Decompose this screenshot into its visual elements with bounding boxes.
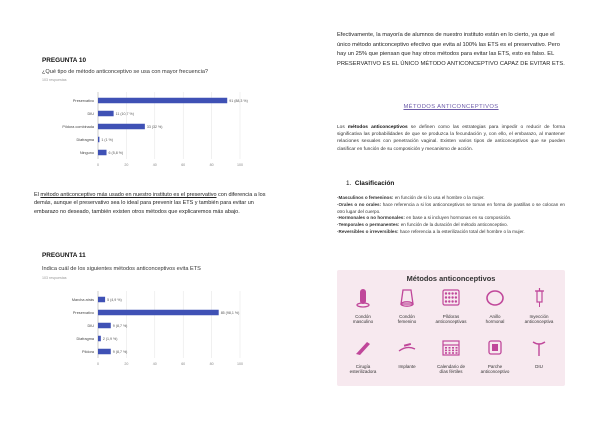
category-label: Diafragma bbox=[76, 137, 94, 142]
q10-bar-chart bbox=[42, 90, 272, 170]
data-label: 5 (4,9 %) bbox=[107, 297, 122, 302]
category-label: DIU bbox=[87, 323, 94, 328]
left-paragraph bbox=[34, 191, 274, 216]
category-label: Ninguno bbox=[79, 150, 94, 155]
x-tick-label: 20 bbox=[124, 163, 129, 167]
category-label: Píldora bbox=[81, 349, 94, 354]
classification-item-term: ·Masculinos o femeninos: bbox=[337, 195, 394, 200]
category-label: Píldora combinada bbox=[62, 124, 94, 129]
category-label: Preservativo bbox=[72, 98, 94, 103]
infographic-item-label bbox=[431, 314, 471, 324]
infographic-item-label bbox=[343, 364, 383, 374]
category-label: Diafragma bbox=[76, 336, 94, 341]
infographic-label-line2: anticonceptivo bbox=[480, 369, 510, 375]
x-tick-label: 0 bbox=[97, 163, 99, 167]
definition-paragraph bbox=[337, 124, 565, 153]
x-tick-label: 80 bbox=[209, 163, 214, 167]
section-title-link[interactable]: MÉTODOS ANTICONCEPTIVOS bbox=[403, 104, 499, 110]
patch-icon bbox=[482, 336, 508, 358]
male-condom-icon bbox=[350, 286, 376, 308]
infographic-label-line1: Inyección bbox=[529, 314, 549, 319]
bar bbox=[98, 310, 219, 316]
classification-item-term: ·Reversibles o irreversibles: bbox=[337, 228, 399, 234]
x-tick-label: 100 bbox=[237, 163, 243, 167]
infographic-item-label bbox=[387, 364, 427, 369]
infographic-item bbox=[387, 336, 427, 369]
x-tick-label: 40 bbox=[152, 163, 157, 167]
classification-item bbox=[337, 195, 565, 202]
q10-heading: PREGUNTA 10 bbox=[42, 57, 87, 64]
infographic-item-label bbox=[475, 364, 515, 374]
infographic-label-line2: días fértiles bbox=[439, 369, 463, 375]
infographic-item-label bbox=[519, 364, 559, 369]
left-paragraph-rest: con diferencia a los demás, aunque el preservativo sea lo ideal para prevenir las ETS y también para evitar un embarazo no deseado, también existen otros métodos que explicaremos más abajo. bbox=[34, 192, 266, 215]
infographic-label-line1: Implante bbox=[398, 364, 416, 369]
infographic-item-label bbox=[519, 314, 559, 324]
x-tick-label: 80 bbox=[209, 362, 214, 366]
infographic-label-line1: Condón bbox=[355, 314, 371, 319]
data-label: 85 (98,1 %) bbox=[220, 310, 240, 315]
scalpel-icon bbox=[350, 336, 376, 358]
infographic-label-line1: Calendario de bbox=[436, 364, 466, 369]
classification-item bbox=[337, 202, 565, 216]
calendar-icon bbox=[438, 336, 464, 358]
ring-icon bbox=[482, 286, 508, 308]
classification-number: 1. bbox=[346, 180, 352, 187]
data-label: 11 (10,7 %) bbox=[115, 111, 134, 116]
q11-heading: PREGUNTA 11 bbox=[42, 252, 86, 259]
x-tick-label: 60 bbox=[181, 362, 186, 366]
infographic-label-line1: Píldoras bbox=[442, 314, 460, 319]
left-paragraph-lead: El bbox=[34, 192, 41, 198]
right-intro bbox=[337, 31, 565, 69]
data-label: 1 (1 %) bbox=[101, 137, 114, 142]
data-label: 9 (8,7 %) bbox=[112, 323, 128, 328]
data-label: 6 (5,8 %) bbox=[108, 150, 124, 155]
x-tick-label: 0 bbox=[97, 362, 99, 366]
infographic-item bbox=[431, 336, 471, 374]
infographic-item bbox=[475, 336, 515, 374]
infographic-label-line1: Parche bbox=[487, 364, 503, 369]
classification-item-text: hace referencia a si los anticonceptivos se toman en forma de pastillas o se colocan en otro lugar del cuerpo. bbox=[337, 201, 565, 214]
infographic-label-line1: DIU bbox=[535, 364, 543, 369]
classification-item-term: ·Hormonales o no hormonales: bbox=[337, 215, 405, 221]
pill-pack-icon bbox=[438, 286, 464, 308]
q11-responses: 103 respuestas bbox=[42, 276, 67, 280]
right-intro-upper: EL PRESERVATIVO ES EL ÚNICO MÉTODO ANTICONCEPTIVO CAPAZ DE EVITAR ETS. bbox=[337, 51, 565, 67]
x-tick-label: 60 bbox=[181, 163, 186, 167]
bar bbox=[98, 297, 105, 303]
infographic-label-line2: femenino bbox=[397, 319, 417, 325]
data-label: 33 (32 %) bbox=[146, 124, 163, 129]
classification-item bbox=[337, 222, 565, 229]
methods-infographic bbox=[337, 270, 565, 386]
infographic-item bbox=[343, 286, 383, 324]
iud-icon bbox=[526, 336, 552, 358]
category-label: Marcha atrás bbox=[71, 297, 94, 302]
classification-item-text: en función de si lo usa el hombre o la mujer. bbox=[393, 195, 485, 200]
definition-rest: se definen como las estrategias para impedir o reducir de forma significativa las probabilidades de que se produzca la fecundación y, con ello, el embarazo, al mantener relaciones sexuales con penetración vaginal. Existen varios tipos de anticonceptivos que se pueden clasificar en función de su composición y mecanismo de acción. bbox=[337, 125, 566, 152]
data-label: 2 (1,9 %) bbox=[102, 336, 118, 341]
infographic-item bbox=[431, 286, 471, 324]
bar bbox=[98, 124, 145, 130]
bar bbox=[98, 111, 114, 117]
infographic-label-line2: esterilizadora bbox=[349, 369, 377, 375]
classification-item-term: ·Orales o no orales: bbox=[337, 201, 382, 207]
infographic-label-line1: Anillo bbox=[489, 314, 501, 319]
infographic-label-line1: Condón bbox=[399, 314, 415, 319]
classification-item-text: en base a si incluyen hormonas en su composición. bbox=[404, 215, 512, 221]
classification-list bbox=[337, 195, 565, 236]
classification-item bbox=[337, 215, 565, 222]
bar bbox=[98, 150, 107, 156]
bar bbox=[98, 98, 227, 104]
category-label: DIU bbox=[87, 111, 94, 116]
infographic-item bbox=[519, 336, 559, 369]
data-label: 9 (8,7 %) bbox=[112, 349, 128, 354]
infographic-item-label bbox=[387, 314, 427, 324]
implant-icon bbox=[394, 336, 420, 358]
definition-bold: métodos anticonceptivos bbox=[347, 125, 408, 130]
data-label: 91 (88,3 %) bbox=[229, 98, 248, 103]
classification-item-term: ·Temporales o permanentes: bbox=[337, 222, 400, 228]
syringe-icon bbox=[526, 286, 552, 308]
definition-lead: Los bbox=[337, 125, 348, 130]
q11-question: Indica cuál de los siguientes métodos anticonceptivos evita ETS bbox=[42, 266, 201, 272]
female-condom-icon bbox=[394, 286, 420, 308]
infographic-item-label bbox=[343, 314, 383, 324]
classification-item bbox=[337, 229, 565, 236]
infographic-item-label bbox=[431, 364, 471, 374]
classification-item-text: hace referencia a la esterilización total del hombre o la mujer. bbox=[398, 228, 525, 234]
infographic-title: Métodos anticonceptivos bbox=[406, 274, 496, 283]
infographic-item bbox=[519, 286, 559, 324]
infographic-label-line2: masculino bbox=[352, 319, 374, 325]
bar bbox=[98, 137, 99, 143]
q10-responses: 103 respuestas bbox=[42, 78, 67, 82]
infographic-label-line2: anticonceptivas bbox=[435, 319, 467, 325]
bar bbox=[98, 336, 101, 342]
classification-heading bbox=[346, 180, 394, 187]
x-tick-label: 100 bbox=[237, 362, 243, 366]
infographic-label-line1: Cirugía bbox=[355, 364, 371, 369]
right-intro-text: Efectivamente, la mayoría de alumnos de nuestro instituto están en lo cierto, ya que el único método anticonceptivo efectivo que evita al 100% las ETS es el preservativo. Pero hay un 25% que piensan que hay otros métodos para evitar las ETS, esto es falso. bbox=[337, 32, 560, 58]
infographic-item-label bbox=[475, 314, 515, 324]
category-label: Preservativo bbox=[72, 310, 94, 315]
infographic-label-line2: hormonal bbox=[485, 319, 505, 325]
left-paragraph-underlined: método anticonceptivo más usado en nuestro instituto es el preservativo bbox=[40, 192, 217, 198]
x-tick-label: 40 bbox=[152, 362, 157, 366]
infographic-label-line2: anticonceptiva bbox=[524, 319, 554, 325]
infographic-item bbox=[343, 336, 383, 374]
x-tick-label: 20 bbox=[124, 362, 129, 366]
classification-title: Clasificación bbox=[354, 180, 395, 187]
q11-bar-chart bbox=[42, 289, 272, 369]
classification-item-text: en función de la duración del método anticonceptivo. bbox=[399, 222, 509, 228]
bar bbox=[98, 349, 111, 355]
infographic-item bbox=[475, 286, 515, 324]
bar bbox=[98, 323, 111, 329]
q10-question: ¿Qué tipo de método anticonceptivo se usa con mayor frecuencia? bbox=[42, 69, 209, 75]
infographic-item bbox=[387, 286, 427, 324]
